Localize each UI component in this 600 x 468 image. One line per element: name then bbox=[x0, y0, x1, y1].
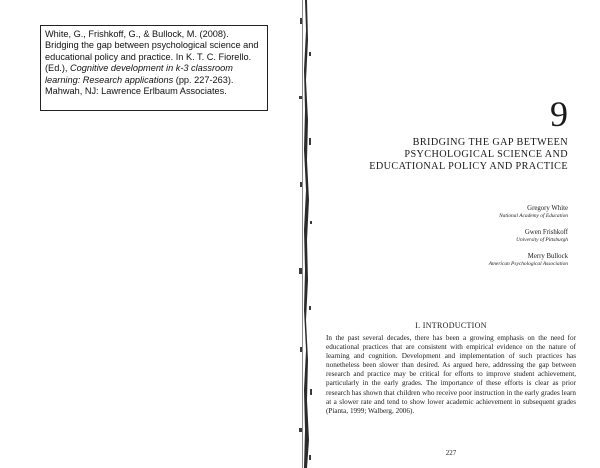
section-heading: I. INTRODUCTION bbox=[415, 321, 487, 330]
chapter-title-line: PSYCHOLOGICAL SCIENCE AND bbox=[404, 148, 568, 160]
book-gutter bbox=[294, 0, 318, 468]
author-name: Gwen Frishkoff bbox=[524, 229, 568, 236]
chapter-title-line: BRIDGING THE GAP BETWEEN bbox=[412, 137, 568, 148]
author bbox=[348, 229, 568, 244]
chapter-title-line: EDUCATIONAL POLICY AND PRACTICE bbox=[369, 160, 568, 172]
page-number: 227 bbox=[445, 449, 457, 457]
chapter-number: 9 bbox=[550, 94, 568, 134]
right-page bbox=[320, 0, 582, 468]
author-affiliation: National Academy of Education bbox=[499, 213, 568, 219]
author-affiliation: University of Pittsburgh bbox=[516, 237, 568, 243]
citation-publisher: (pp. 227-263). Mahwah, NJ: Lawrence Erlbaum Associates. bbox=[45, 74, 234, 97]
body-paragraph: In the past several decades, there has been a growing emphasis on the need for educational practices that are consistent with empirical evidence on the nature of learning and cognition. Development and implementation of such practices has nonetheless been slower than desired. As argued here, addressing the gap between research and practice may be critical for efforts to improve student achievement, particularly in the early grades. The importance of these efforts is clear as prior research has shown that children who receive poor instruction in the early grades learn at a slower rate and tend to show lower academic achievement in subsequent grades (Pianta, 1999; Walberg, 2006). bbox=[326, 334, 576, 415]
author-name: Gregory White bbox=[527, 205, 568, 212]
citation-book-title: Cognitive development in k-3 classroom learning: Research applications bbox=[45, 63, 233, 85]
author bbox=[348, 205, 568, 220]
chapter-title bbox=[338, 137, 568, 172]
citation-box bbox=[40, 25, 268, 111]
citation-text: White, G., Frishkoff, G., & Bullock, M. (2008). Bridging the gap between psychological science and educational policy and practice. In K. T. C. Fiorello. (Ed.), bbox=[45, 29, 259, 74]
author-list bbox=[348, 205, 568, 277]
author bbox=[348, 253, 568, 268]
author-affiliation: American Psychological Association bbox=[488, 261, 568, 267]
author-name: Merry Bullock bbox=[527, 253, 568, 260]
